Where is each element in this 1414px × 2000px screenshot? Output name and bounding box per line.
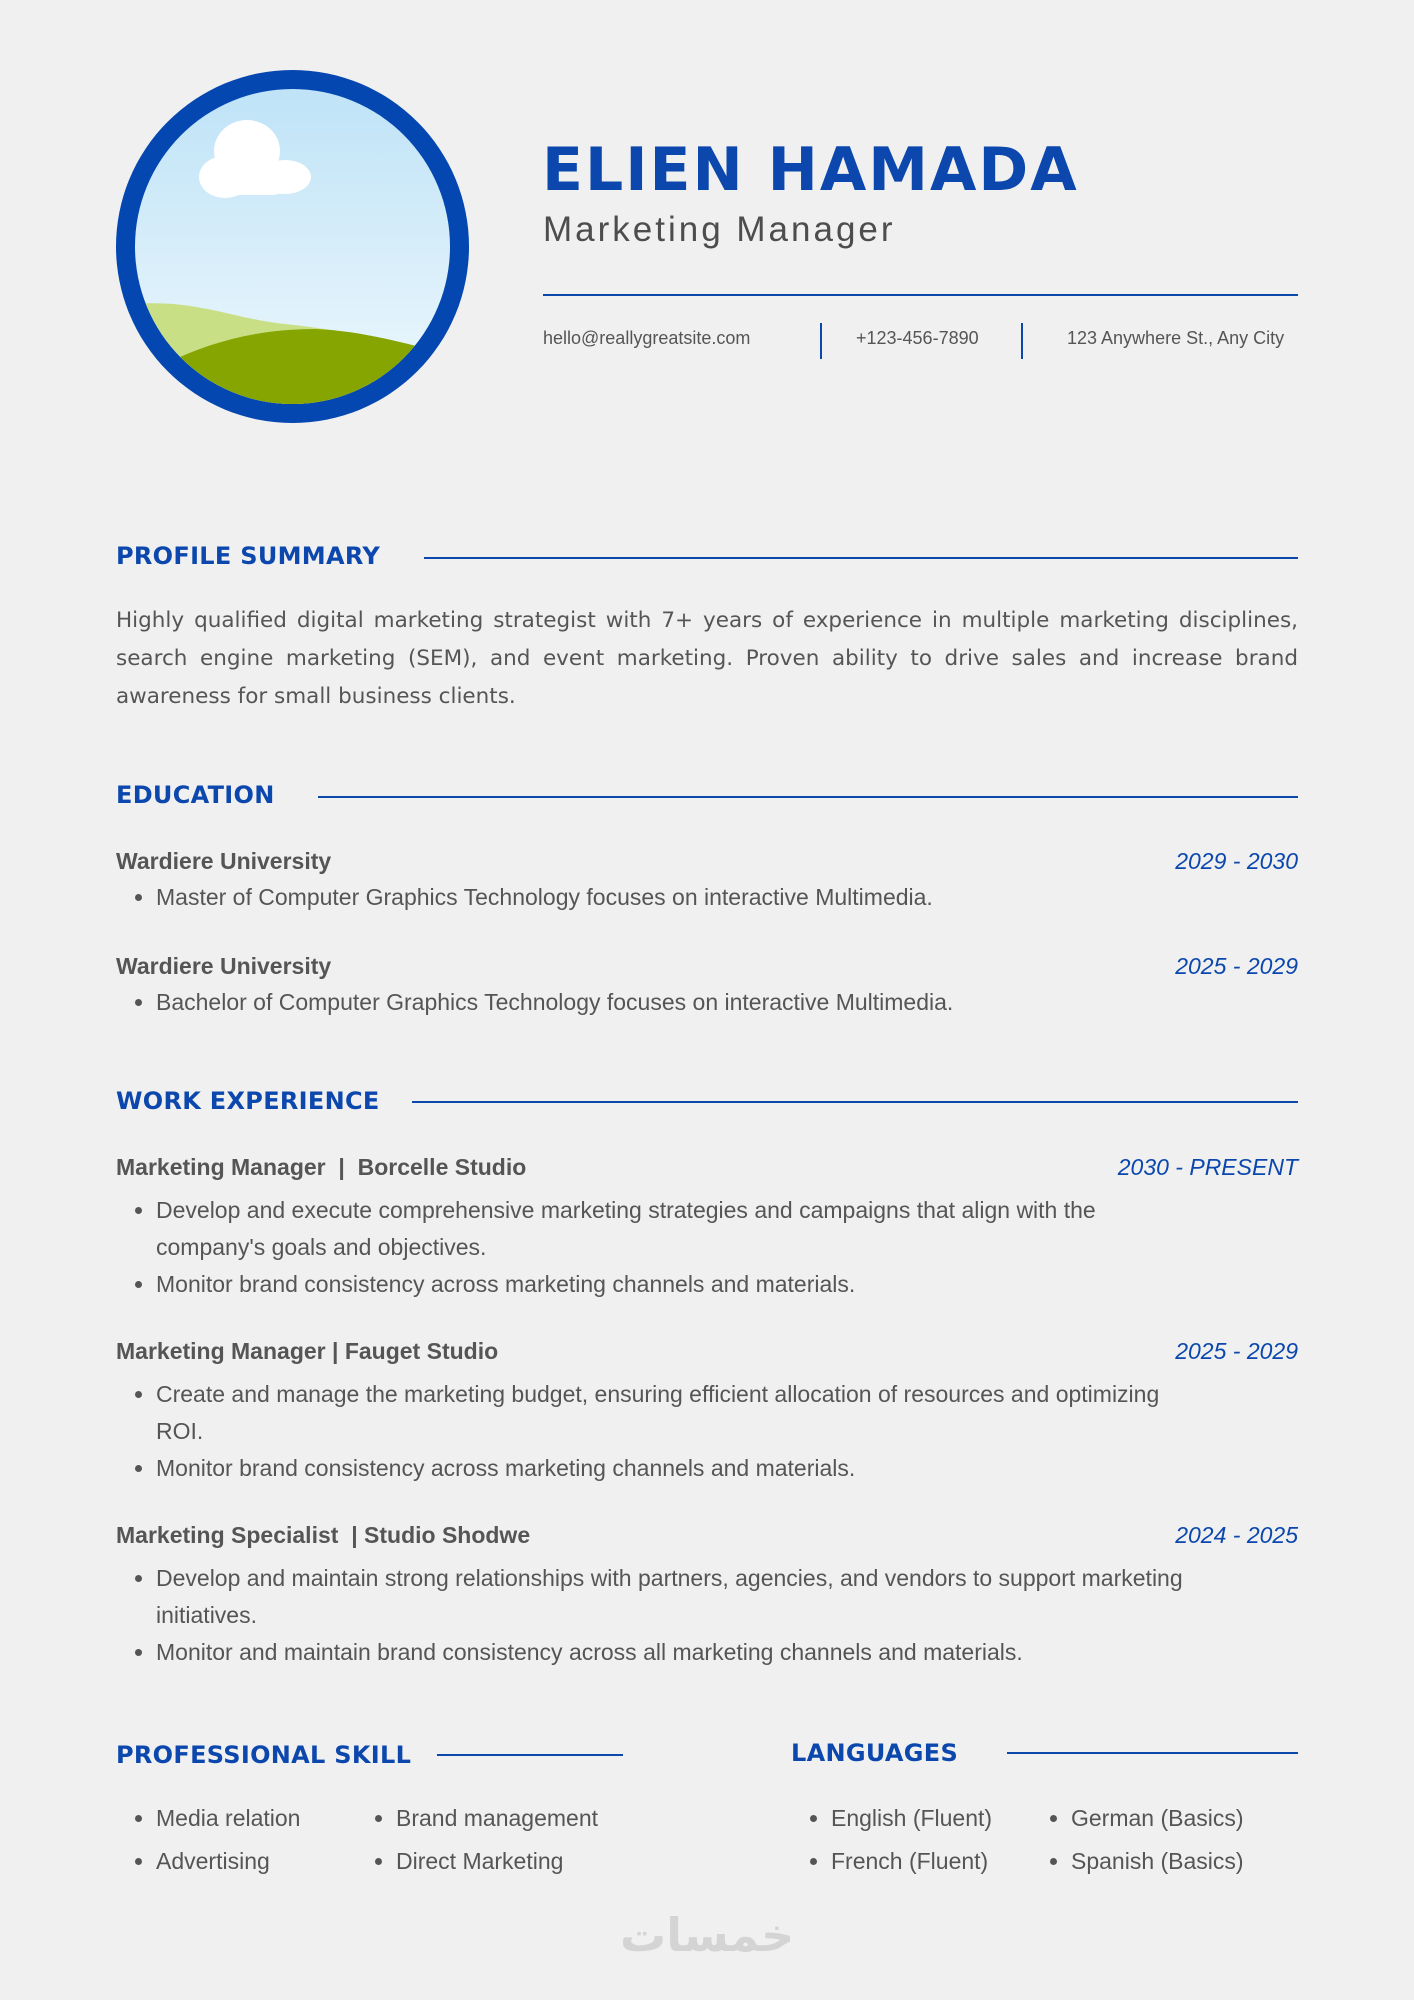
- skills-list: [116, 1797, 356, 1883]
- job-dates: 2024 - 2025: [1175, 1522, 1298, 1548]
- job-dates: 2030 - PRESENT: [1117, 1154, 1298, 1180]
- job-duties: [116, 1560, 1186, 1671]
- skill-item: • Media relation: [156, 1797, 356, 1840]
- education-school: Wardiere University: [116, 848, 332, 874]
- skill-item: • Direct Marketing: [396, 1840, 656, 1883]
- list-item: • Monitor brand consistency across marketing channels and materials.: [156, 1450, 1166, 1487]
- section-divider: [412, 1101, 1298, 1103]
- work-experience-title: WORK EXPERIENCE: [116, 1087, 380, 1115]
- landscape-placeholder-icon: [135, 89, 450, 404]
- section-divider: [424, 557, 1298, 559]
- contact-phone: +123-456-7890: [856, 328, 979, 348]
- job-duties: [116, 1376, 1166, 1487]
- languages-title: LANGUAGES: [791, 1739, 959, 1767]
- language-item: • French (Fluent): [831, 1840, 1051, 1883]
- section-divider: [1007, 1752, 1298, 1754]
- list-item: • Develop and maintain strong relationships with partners, agencies, and vendors to support marketing initiatives.: [156, 1560, 1186, 1634]
- language-item: • German (Basics): [1071, 1797, 1311, 1840]
- education-details: [116, 879, 1256, 916]
- job-heading: Marketing Specialist | Studio Shodwe: [116, 1522, 531, 1548]
- profile-summary-title: PROFILE SUMMARY: [116, 542, 380, 570]
- job-heading: Marketing Manager | Borcelle Studio: [116, 1154, 527, 1180]
- profile-summary-text: Highly qualified digital marketing strategist with 7+ years of experience in multiple marketing disciplines, search engine marketing (SEM), and event marketing. Proven ability to drive sales and increase brand awareness for small business clients.: [116, 608, 1298, 709]
- section-divider: [437, 1754, 623, 1756]
- language-item: • English (Fluent): [831, 1797, 1051, 1840]
- language-item: • Spanish (Basics): [1071, 1840, 1311, 1883]
- skill-item: • Advertising: [156, 1840, 356, 1883]
- list-item: • Master of Computer Graphics Technology focuses on interactive Multimedia.: [156, 879, 1256, 916]
- education-title: EDUCATION: [116, 781, 275, 809]
- section-divider: [318, 796, 1298, 798]
- contact-address: 123 Anywhere St., Any City: [1067, 328, 1285, 348]
- job-dates: 2025 - 2029: [1175, 1338, 1298, 1364]
- education-school: Wardiere University: [116, 953, 332, 979]
- professional-skill-title: PROFESSIONAL SKILL: [116, 1741, 412, 1769]
- candidate-role: Marketing Manager: [543, 210, 896, 249]
- contact-separator: [1021, 323, 1023, 359]
- languages-list: [791, 1797, 1051, 1883]
- contact-separator: [820, 323, 822, 359]
- list-item: • Create and manage the marketing budget, ensuring efficient allocation of resources and optimizing ROI.: [156, 1376, 1166, 1450]
- candidate-name: ELIEN HAMADA: [542, 135, 1079, 205]
- languages-list: [1031, 1797, 1311, 1883]
- list-item: • Develop and execute comprehensive marketing strategies and campaigns that align with the company's goals and objectives.: [156, 1192, 1166, 1266]
- skills-list: [356, 1797, 656, 1883]
- education-dates: 2025 - 2029: [1175, 953, 1298, 979]
- skill-item: • Brand management: [396, 1797, 656, 1840]
- profile-photo: [116, 70, 469, 423]
- education-dates: 2029 - 2030: [1175, 848, 1298, 874]
- watermark-logo: خمسات: [620, 1908, 795, 1962]
- list-item: • Bachelor of Computer Graphics Technology focuses on interactive Multimedia.: [156, 984, 1256, 1021]
- job-heading: Marketing Manager | Fauget Studio: [116, 1338, 499, 1364]
- list-item: • Monitor and maintain brand consistency across all marketing channels and materials.: [156, 1634, 1186, 1671]
- list-item: • Monitor brand consistency across marketing channels and materials.: [156, 1266, 1166, 1303]
- job-duties: [116, 1192, 1166, 1303]
- contact-email: hello@reallygreatsite.com: [543, 328, 751, 348]
- education-details: [116, 984, 1256, 1021]
- header-divider: [543, 294, 1298, 296]
